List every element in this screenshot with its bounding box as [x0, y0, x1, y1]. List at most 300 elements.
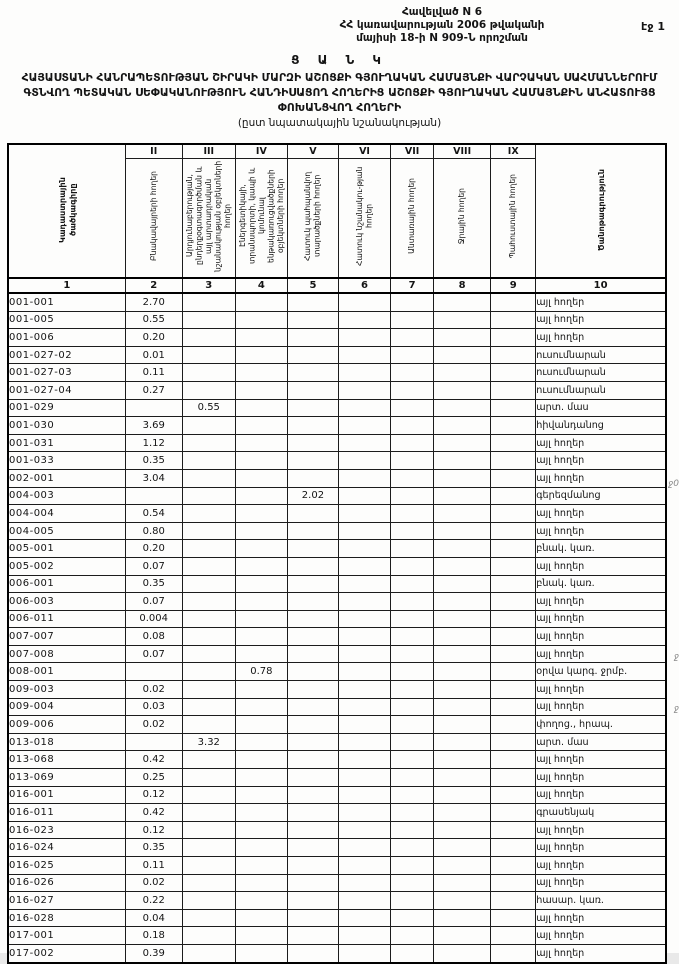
handwritten-margin-mark: ջ0 — [668, 479, 679, 489]
area-value-cell — [434, 927, 491, 945]
area-value-cell — [434, 346, 491, 364]
area-value-cell — [182, 716, 235, 734]
area-value-cell: 0.12 — [125, 821, 182, 839]
area-value-cell — [434, 469, 491, 487]
area-value-cell — [491, 857, 536, 875]
table-row — [8, 716, 666, 734]
area-value-cell — [491, 417, 536, 435]
appendix-reference — [292, 6, 592, 44]
cadastral-code-cell: 016-026 — [8, 874, 125, 892]
area-value-cell — [391, 909, 434, 927]
area-value-cell — [491, 645, 536, 663]
area-value-cell: 0.02 — [125, 874, 182, 892]
area-value-cell — [491, 733, 536, 751]
area-value-cell — [391, 857, 434, 875]
area-value-cell — [391, 311, 434, 329]
page-number: էջ 1 — [641, 20, 665, 33]
table-row — [8, 874, 666, 892]
area-value-cell — [434, 575, 491, 593]
area-value-cell — [491, 628, 536, 646]
note-cell: հիվանդանոց — [536, 417, 666, 435]
table-row — [8, 540, 666, 558]
note-cell: այլ հողեր — [536, 874, 666, 892]
area-value-cell — [491, 346, 536, 364]
area-value-cell — [434, 786, 491, 804]
area-value-cell: 0.25 — [125, 769, 182, 787]
area-value-cell — [491, 751, 536, 769]
note-cell: այլ հողեր — [536, 452, 666, 470]
area-value-cell — [491, 469, 536, 487]
cadastral-code-cell: 017-002 — [8, 944, 125, 962]
area-value-cell — [287, 769, 338, 787]
area-value-cell — [235, 804, 287, 822]
area-value-cell: 0.01 — [125, 346, 182, 364]
area-value-cell — [491, 557, 536, 575]
area-value-cell — [391, 698, 434, 716]
area-value-cell: 0.11 — [125, 857, 182, 875]
note-cell: փողոց., հրապ. — [536, 716, 666, 734]
area-value-cell — [391, 399, 434, 417]
note-cell: ուսումնարան — [536, 364, 666, 382]
column-header-cadastral-code: Կադաստրային ծածկագիրը — [8, 144, 125, 278]
note-cell: արտ. մաս — [536, 399, 666, 417]
area-value-cell — [125, 487, 182, 505]
cadastral-code-cell: 009-003 — [8, 681, 125, 699]
area-value-cell: 0.55 — [125, 311, 182, 329]
area-value-cell — [434, 874, 491, 892]
area-value-cell — [182, 927, 235, 945]
area-value-cell — [491, 944, 536, 962]
area-value-cell: 0.78 — [235, 663, 287, 681]
area-value-cell — [287, 839, 338, 857]
table-body — [8, 293, 666, 963]
area-value-cell: 3.04 — [125, 469, 182, 487]
area-value-cell — [287, 417, 338, 435]
area-value-cell — [182, 786, 235, 804]
cadastral-code-cell: 004-004 — [8, 505, 125, 523]
cadastral-code-cell: 016-028 — [8, 909, 125, 927]
area-value-cell — [338, 311, 390, 329]
table-row — [8, 645, 666, 663]
area-value-cell — [182, 874, 235, 892]
area-value-cell — [338, 452, 390, 470]
area-value-cell — [182, 575, 235, 593]
area-value-cell — [338, 663, 390, 681]
roman-numeral: V — [287, 144, 338, 159]
area-value-cell — [391, 346, 434, 364]
area-value-cell — [434, 821, 491, 839]
table-row — [8, 804, 666, 822]
table-row — [8, 434, 666, 452]
area-value-cell — [434, 839, 491, 857]
appendix-line: մայիսի 18-ի N 909-Ն որոշման — [356, 31, 528, 44]
column-number: 5 — [287, 278, 338, 293]
cadastral-code-cell: 013-068 — [8, 751, 125, 769]
area-value-cell — [338, 874, 390, 892]
area-value-cell — [235, 751, 287, 769]
area-value-cell — [235, 874, 287, 892]
document-subtitle: (ըստ նպատակային նշանակության) — [237, 117, 442, 130]
area-value-cell — [434, 610, 491, 628]
area-value-cell — [182, 311, 235, 329]
area-value-cell — [235, 927, 287, 945]
area-value-cell — [338, 681, 390, 699]
area-value-cell — [182, 681, 235, 699]
area-value-cell — [434, 628, 491, 646]
area-value-cell — [235, 698, 287, 716]
area-value-cell — [338, 769, 390, 787]
area-value-cell — [235, 469, 287, 487]
column-number: 3 — [182, 278, 235, 293]
table-row — [8, 821, 666, 839]
column-header-energy-transport-lands: Էներգետիկայի, տրանսպորտի, կապի և կոմունալ ենթակառուցվածքների օբյեկտների հողեր — [235, 159, 287, 279]
area-value-cell — [182, 839, 235, 857]
area-value-cell — [491, 293, 536, 311]
area-value-cell — [235, 434, 287, 452]
area-value-cell — [287, 522, 338, 540]
column-header-special-purpose-lands: Հատուկ նշանակու-թյան հողեր — [338, 159, 390, 279]
area-value-cell — [338, 293, 390, 311]
area-value-cell — [182, 610, 235, 628]
note-cell: այլ հողեր — [536, 786, 666, 804]
table-row — [8, 575, 666, 593]
area-value-cell — [235, 293, 287, 311]
area-value-cell — [434, 557, 491, 575]
cadastral-code-cell: 001-027-02 — [8, 346, 125, 364]
note-cell: այլ հողեր — [536, 839, 666, 857]
cadastral-code-cell: 006-011 — [8, 610, 125, 628]
table-row — [8, 681, 666, 699]
area-value-cell — [235, 716, 287, 734]
area-value-cell — [434, 329, 491, 347]
note-cell: այլ հողեր — [536, 610, 666, 628]
area-value-cell — [491, 716, 536, 734]
note-cell: այլ հողեր — [536, 821, 666, 839]
area-value-cell — [434, 540, 491, 558]
area-value-cell — [391, 944, 434, 962]
area-value-cell — [391, 628, 434, 646]
area-value-cell — [338, 399, 390, 417]
area-value-cell: 0.42 — [125, 804, 182, 822]
table-row — [8, 399, 666, 417]
area-value-cell — [491, 892, 536, 910]
area-value-cell — [491, 610, 536, 628]
area-value-cell — [287, 381, 338, 399]
note-cell: այլ հողեր — [536, 593, 666, 611]
area-value-cell — [338, 610, 390, 628]
area-value-cell — [125, 399, 182, 417]
area-value-cell — [182, 645, 235, 663]
area-value-cell — [287, 575, 338, 593]
area-value-cell — [391, 505, 434, 523]
table-row — [8, 857, 666, 875]
note-cell: գրասենյակ — [536, 804, 666, 822]
area-value-cell — [491, 927, 536, 945]
cadastral-code-cell: 007-008 — [8, 645, 125, 663]
area-value-cell — [434, 522, 491, 540]
cadastral-code-cell: 001-001 — [8, 293, 125, 311]
area-value-cell — [491, 434, 536, 452]
area-value-cell: 0.55 — [182, 399, 235, 417]
note-cell: արտ. մաս — [536, 733, 666, 751]
area-value-cell — [235, 786, 287, 804]
area-value-cell — [434, 681, 491, 699]
area-value-cell — [338, 909, 390, 927]
area-value-cell — [391, 751, 434, 769]
area-value-cell: 2.02 — [287, 487, 338, 505]
area-value-cell — [182, 540, 235, 558]
table-row — [8, 381, 666, 399]
area-value-cell — [434, 804, 491, 822]
roman-numeral: II — [125, 144, 182, 159]
area-value-cell — [434, 751, 491, 769]
area-value-cell — [338, 804, 390, 822]
area-value-cell — [491, 821, 536, 839]
area-value-cell — [287, 364, 338, 382]
table-row — [8, 751, 666, 769]
note-cell: բնակ. կառ. — [536, 575, 666, 593]
note-cell: այլ հողեր — [536, 909, 666, 927]
area-value-cell — [182, 364, 235, 382]
roman-numeral: IX — [491, 144, 536, 159]
area-value-cell — [287, 434, 338, 452]
area-value-cell — [491, 487, 536, 505]
note-cell: այլ հողեր — [536, 469, 666, 487]
area-value-cell — [491, 540, 536, 558]
area-value-cell — [434, 434, 491, 452]
note-cell: այլ հողեր — [536, 329, 666, 347]
area-value-cell — [182, 892, 235, 910]
area-value-cell — [491, 575, 536, 593]
area-value-cell — [491, 839, 536, 857]
column-header-water-lands: Ջրային հողեր — [434, 159, 491, 279]
area-value-cell — [491, 804, 536, 822]
cadastral-code-cell: 008-001 — [8, 663, 125, 681]
area-value-cell: 0.02 — [125, 681, 182, 699]
note-cell: այլ հողեր — [536, 857, 666, 875]
note-cell: այլ հողեր — [536, 681, 666, 699]
table-row — [8, 293, 666, 311]
area-value-cell — [182, 487, 235, 505]
area-value-cell — [182, 293, 235, 311]
roman-numeral: VII — [391, 144, 434, 159]
handwritten-margin-mark: ջ — [673, 704, 679, 714]
area-value-cell — [182, 452, 235, 470]
list-heading: Ց Ա Ն Կ — [291, 53, 388, 67]
area-value-cell — [235, 610, 287, 628]
area-value-cell — [491, 505, 536, 523]
area-value-cell — [287, 452, 338, 470]
column-number-row — [8, 278, 666, 293]
area-value-cell — [235, 329, 287, 347]
area-value-cell — [338, 575, 390, 593]
cadastral-code-cell: 016-011 — [8, 804, 125, 822]
area-value-cell — [338, 593, 390, 611]
appendix-line: Հավելված N 6 — [401, 6, 483, 18]
area-value-cell — [434, 663, 491, 681]
area-value-cell — [338, 346, 390, 364]
area-value-cell — [235, 628, 287, 646]
area-value-cell — [434, 364, 491, 382]
area-value-cell — [287, 716, 338, 734]
area-value-cell — [338, 716, 390, 734]
table-row — [8, 786, 666, 804]
area-value-cell — [338, 857, 390, 875]
cadastral-code-cell: 009-006 — [8, 716, 125, 734]
area-value-cell: 2.70 — [125, 293, 182, 311]
area-value-cell — [338, 364, 390, 382]
area-value-cell — [338, 505, 390, 523]
area-value-cell — [235, 892, 287, 910]
column-number: 10 — [536, 278, 666, 293]
area-value-cell — [391, 927, 434, 945]
roman-numeral: III — [182, 144, 235, 159]
area-value-cell: 0.20 — [125, 329, 182, 347]
area-value-cell — [235, 593, 287, 611]
area-value-cell — [391, 417, 434, 435]
area-value-cell — [338, 698, 390, 716]
area-value-cell — [287, 874, 338, 892]
area-value-cell — [287, 505, 338, 523]
area-value-cell — [434, 381, 491, 399]
table-row — [8, 733, 666, 751]
cadastral-code-cell: 016-027 — [8, 892, 125, 910]
area-value-cell — [235, 346, 287, 364]
area-value-cell — [434, 769, 491, 787]
note-cell: այլ հողեր — [536, 522, 666, 540]
area-value-cell — [235, 821, 287, 839]
note-cell: այլ հողեր — [536, 434, 666, 452]
area-value-cell — [338, 381, 390, 399]
area-value-cell — [491, 874, 536, 892]
area-value-cell — [434, 909, 491, 927]
area-value-cell — [287, 698, 338, 716]
area-value-cell — [434, 944, 491, 962]
area-value-cell — [338, 927, 390, 945]
area-value-cell: 0.04 — [125, 909, 182, 927]
table-row — [8, 346, 666, 364]
area-value-cell — [235, 769, 287, 787]
area-value-cell: 0.07 — [125, 557, 182, 575]
table-row — [8, 469, 666, 487]
area-value-cell: 0.42 — [125, 751, 182, 769]
note-cell: օրվա կարգ. ջրմբ. — [536, 663, 666, 681]
table-row — [8, 944, 666, 962]
area-value-cell — [235, 944, 287, 962]
area-value-cell — [182, 329, 235, 347]
area-value-cell — [491, 329, 536, 347]
area-value-cell — [391, 839, 434, 857]
area-value-cell — [391, 821, 434, 839]
area-value-cell — [182, 434, 235, 452]
note-cell: հասար. կառ. — [536, 892, 666, 910]
area-value-cell — [391, 522, 434, 540]
note-cell: գերեզմանոց — [536, 487, 666, 505]
area-value-cell — [287, 399, 338, 417]
area-value-cell — [391, 487, 434, 505]
cadastral-code-cell: 016-001 — [8, 786, 125, 804]
column-header-industry-lands: Արդյունաբերության, ընդերքօգտագործման և այլ արտադրական նշանակության օբյեկտների հողեր — [182, 159, 235, 279]
area-value-cell — [182, 804, 235, 822]
note-cell: այլ հողեր — [536, 557, 666, 575]
area-value-cell — [235, 364, 287, 382]
area-value-cell — [338, 733, 390, 751]
area-value-cell — [391, 610, 434, 628]
area-value-cell — [434, 698, 491, 716]
area-value-cell — [391, 716, 434, 734]
area-value-cell — [434, 293, 491, 311]
area-value-cell — [338, 821, 390, 839]
area-value-cell — [338, 434, 390, 452]
area-value-cell — [338, 892, 390, 910]
area-value-cell — [391, 874, 434, 892]
area-value-cell — [287, 681, 338, 699]
column-header-settlement-lands: Բնակավայրերի հողեր — [125, 159, 182, 279]
area-value-cell: 0.07 — [125, 645, 182, 663]
cadastral-code-cell: 016-024 — [8, 839, 125, 857]
area-value-cell — [338, 839, 390, 857]
area-value-cell — [491, 769, 536, 787]
area-value-cell — [491, 452, 536, 470]
area-value-cell — [287, 909, 338, 927]
area-value-cell — [434, 417, 491, 435]
area-value-cell — [391, 364, 434, 382]
area-value-cell — [391, 540, 434, 558]
area-value-cell — [182, 593, 235, 611]
cadastral-code-cell: 001-005 — [8, 311, 125, 329]
roman-numeral: IV — [235, 144, 287, 159]
area-value-cell: 0.35 — [125, 575, 182, 593]
area-value-cell — [491, 663, 536, 681]
area-value-cell — [338, 645, 390, 663]
area-value-cell — [338, 522, 390, 540]
cadastral-code-cell: 009-004 — [8, 698, 125, 716]
area-value-cell — [125, 663, 182, 681]
table-row — [8, 593, 666, 611]
area-value-cell — [391, 892, 434, 910]
area-value-cell — [338, 557, 390, 575]
appendix-line: ՀՀ կառավարության 2006 թվականի — [339, 18, 545, 31]
area-value-cell — [338, 751, 390, 769]
cadastral-code-cell: 016-023 — [8, 821, 125, 839]
area-value-cell — [182, 944, 235, 962]
area-value-cell — [235, 839, 287, 857]
cadastral-code-cell: 016-025 — [8, 857, 125, 875]
table-row — [8, 892, 666, 910]
area-value-cell — [287, 329, 338, 347]
note-cell: այլ հողեր — [536, 698, 666, 716]
note-cell: այլ հողեր — [536, 645, 666, 663]
area-value-cell: 0.35 — [125, 452, 182, 470]
cadastral-code-cell: 001-029 — [8, 399, 125, 417]
column-number: 7 — [391, 278, 434, 293]
table-row — [8, 364, 666, 382]
area-value-cell — [287, 346, 338, 364]
area-value-cell — [491, 399, 536, 417]
column-header-notes: Ծանոթագրություն — [536, 144, 666, 278]
area-value-cell — [125, 733, 182, 751]
table-row — [8, 329, 666, 347]
table-row — [8, 698, 666, 716]
table-row — [8, 505, 666, 523]
area-value-cell — [491, 698, 536, 716]
note-cell: այլ հողեր — [536, 927, 666, 945]
area-value-cell — [287, 804, 338, 822]
area-value-cell — [182, 346, 235, 364]
cadastral-code-cell: 007-007 — [8, 628, 125, 646]
column-number: 8 — [434, 278, 491, 293]
area-value-cell — [391, 593, 434, 611]
